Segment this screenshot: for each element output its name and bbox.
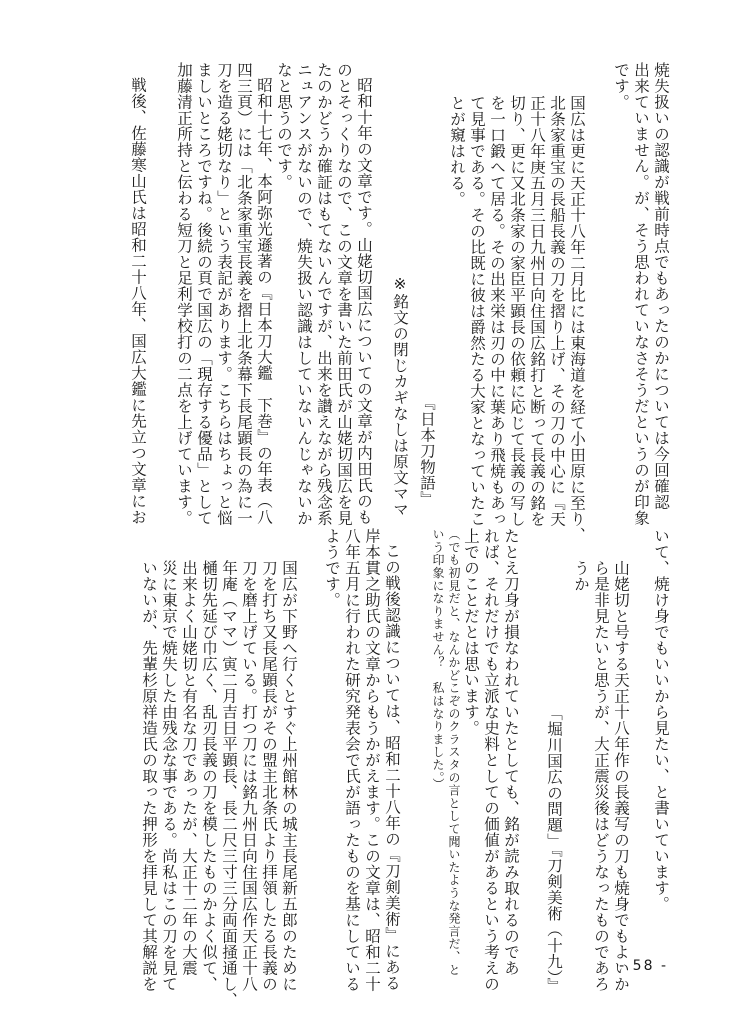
upper-line-19: ましいところですね。後続の頁で国広の「現存する優品」として <box>195 62 213 526</box>
quote-line-4: 国広が下野へ行くとすぐ上州館林の城主長尾新五郎のために <box>280 560 298 992</box>
upper-line-10: とが窺はれる。 <box>448 95 466 207</box>
source-citation-1: 『日本刀物語』 <box>418 395 436 507</box>
lower-line-2: たとえ刀身が損なわれていたとしても、銘が読み取れるのであ <box>502 528 520 976</box>
upper-line-12: のとそっくりなので、この文章を書いた前田氏が山姥切国広を見 <box>335 62 353 526</box>
upper-line-18: 刀を造る姥切なり」という表記があります。こちらはちょっと悩 <box>215 62 233 526</box>
upper-line-4: 国広は更に天正十八年二月比には東海道を経て小田原に至り、 <box>568 95 586 543</box>
quote-line-8: 樋切先延び巾広く、乱刃長義の刀を模したものかよく似て、 <box>200 560 218 992</box>
source-note-1: ※銘文の閉じカギなしは原文ママ <box>391 275 409 518</box>
upper-line-2: 出来ていません。が、そう思われていなさそうだというのが印象 <box>632 62 650 526</box>
lower-line-5: この戦後認識については、昭和二十八年の『刀剣美術』にある <box>383 543 401 991</box>
upper-line-3: です。 <box>612 62 630 110</box>
source-citation-2: 「堀川国広の問題」『刀剣美術（十九）』 <box>545 705 563 994</box>
quote-line-5: 刀を打ち又長尾顕長がその盟主北条氏より拝領したる長義の <box>260 560 278 992</box>
upper-line-1: 焼失扱いの認識が戦前時点でもあったのかについては今回確認 <box>652 62 670 510</box>
lower-line-8: ようです。 <box>323 528 341 608</box>
aside-line-2: いう印象になりません？ 私はなりました。） <box>431 528 445 791</box>
upper-line-6: 正十八年庚五月三日九州日向住国広銘打と断って長義の銘を <box>528 95 546 527</box>
quote-line-10: 災に東京で焼失した由残念な事である。尚私はこの刀を見て <box>160 560 178 992</box>
aside-line-1: （でも初見だと、なんかどこぞのクラスタの言として聞いたような発言だ、と <box>447 528 461 976</box>
quote-line-1: 山姥切と号する天正十八年作の長義写の刀も焼身でもよいか <box>612 560 630 992</box>
upper-line-11: 昭和十年の文章です。山姥切国広についての文章が内田氏のも <box>355 77 373 525</box>
quote-line-7: 年庵（ママ）寅二月吉日平顕長、長二尺三寸三分両面掻通し、 <box>220 560 238 1008</box>
upper-line-17: 四三頁）には「北条家重宝長義を摺上北条幕下長尾顕長の為に一 <box>235 62 253 526</box>
quote-line-9: 出来よく山姥切と有名な刀であったが、大正十二年の大震 <box>180 560 198 976</box>
quote-line-2: ら是非見たいと思うが、大正震災後はどうなったものであろ <box>592 560 610 992</box>
upper-line-20: 加藤清正所持と伝わる短刀と足利学校打の二点を上げています。 <box>175 62 193 526</box>
lower-line-7: 八年五月に行われた研究発表会で氏が語ったものを基にしている <box>343 528 361 992</box>
lower-line-1: いて、焼け身でもいいから見たい、と書いています。 <box>652 528 670 912</box>
upper-line-5: 北条家重宝の長船長義の刀を摺り上げ、その刀の中心に『天 <box>548 95 566 527</box>
page-number: - 58 - <box>619 958 668 974</box>
upper-line-16: 昭和十七年、本阿弥光遜著の『日本刀大鑑 下巻』の年表（八 <box>255 77 273 525</box>
lower-line-4: 上でのことだとは思います。 <box>462 528 480 736</box>
upper-line-14: ニュアンスがないので、焼失扱い認識はしていないんじゃないか <box>295 62 313 526</box>
upper-line-21: 戦後、佐藤寒山氏は昭和二十八年、国広大鑑に先立つ文章にお <box>129 77 147 525</box>
upper-line-15: なと思うのです。 <box>275 62 293 190</box>
upper-line-13: たのかどうか確証はもてないんですが、出来を讃えながら残念系 <box>315 62 333 526</box>
upper-line-7: 切り、更に又北条家の家臣平顕長の依頼に応じて長義の写し <box>508 95 526 527</box>
lower-line-6: 岸本貫之助氏の文章からもうかがえます。この文章は、昭和二十 <box>363 528 381 992</box>
quote-line-3: うか <box>572 560 590 592</box>
upper-line-8: を一口鍛へて居る。その出来栄は刃の中に葉あり飛焼もあっ <box>488 95 506 527</box>
quote-line-6: 刀を磨上げている。打つ刀には銘九州日向住国広作天正十八 <box>240 560 258 992</box>
upper-line-9: て見事である。その比既に彼は爵然たる大家となっていたこ <box>468 95 486 527</box>
quote-line-11: いないが、先輩杉原祥造氏の取った押形を拝見して其解説を <box>140 560 158 992</box>
lower-line-3: れば、それだけでも立派な史料としての価値があるという考えの <box>482 528 500 992</box>
